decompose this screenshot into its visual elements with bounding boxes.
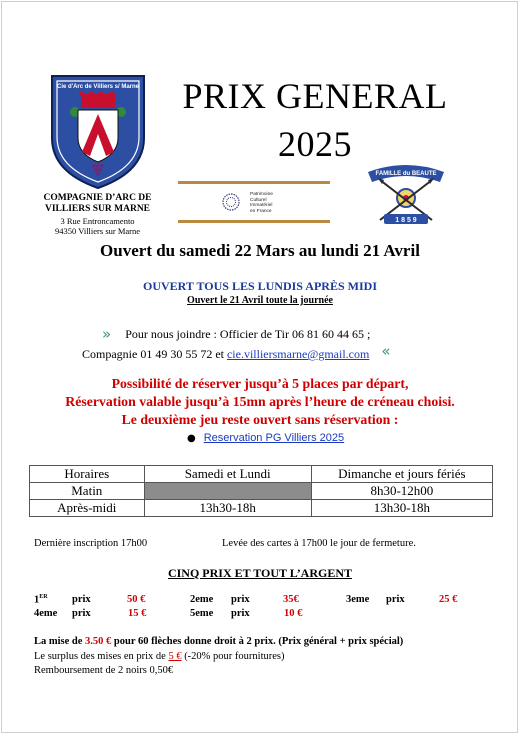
famille-year: 1 8 5 9 <box>395 217 417 224</box>
famille-beaute-logo <box>366 158 446 230</box>
club-crest-logo <box>48 72 148 190</box>
mise-line <box>34 636 403 647</box>
table-cell: Matin <box>30 483 145 500</box>
prize-word: prix <box>231 594 250 605</box>
contact-phone-text: Pour nous joindre : Officier de Tir 06 81 60 44 65 ; <box>125 327 371 341</box>
crest-text: Cie d'Arc de Villiers s/ Marne <box>56 84 140 90</box>
table-row <box>30 483 493 500</box>
table-cell: 13h30-18h <box>144 500 311 517</box>
prize-amount-value: 50 € <box>127 594 146 605</box>
prize-word: prix <box>386 594 405 605</box>
contact-company-text: Compagnie 01 49 30 55 72 et <box>82 347 227 361</box>
mise-amount: 3.50 € <box>85 636 112 647</box>
prize-rank: 3eme <box>346 594 370 605</box>
patrimoine-logo <box>178 181 330 223</box>
prize-amount-value: 15 € <box>128 608 147 619</box>
table-cell-greyed <box>144 483 311 500</box>
prize-rank: 5eme <box>190 608 214 619</box>
chevron-left-icon: « <box>381 342 391 360</box>
prize-word: prix <box>72 608 91 619</box>
email-link[interactable]: cie.villiersmarne@gmail.com <box>226 347 370 361</box>
prize-word: prix <box>72 594 91 605</box>
club-address-city: 94350 Villiers sur Marne <box>54 226 141 236</box>
club-name-line2: VILLIERS SUR MARNE <box>44 204 151 214</box>
mise-suffix: pour 60 flèches donne droit à 2 prix. (Prix général + prix spécial) <box>111 636 404 647</box>
prize-rank: 2eme <box>190 594 214 605</box>
club-address-street: 3 Rue Entroncamento <box>60 216 135 226</box>
pat-text-4: en France <box>250 208 272 214</box>
reservation-notice-3: Le deuxième jeu reste ouvert sans réservation : <box>121 412 399 427</box>
table-header: Samedi et Lundi <box>144 466 311 483</box>
table-row <box>30 500 493 517</box>
pat-text-1: Patrimoine <box>250 192 273 197</box>
prize-amount-value: 25 € <box>439 594 458 605</box>
logo-bar-bottom <box>178 220 330 223</box>
prize-rank-sup: ER <box>39 594 48 600</box>
prize-amount <box>284 608 302 619</box>
prize-rank: 4eme <box>34 608 58 619</box>
prize-amount-value: 10 € <box>284 608 303 619</box>
prizes-heading: CINQ PRIX ET TOUT L’ARGENT <box>167 566 353 580</box>
prize-item <box>34 594 48 606</box>
cards-pickup-text: Levée des cartes à 17h00 le jour de fermeture. <box>222 538 416 549</box>
prize-amount <box>283 594 299 605</box>
reservation-link[interactable]: Reservation PG Villiers 2025 <box>203 432 345 444</box>
table-header-row <box>30 466 493 483</box>
page-title: PRIX GENERAL <box>182 76 448 116</box>
last-entry-text: Dernière inscription 17h00 <box>34 538 148 549</box>
prize-amount-value: 35€ <box>283 594 299 605</box>
reservation-link-item <box>187 432 344 444</box>
club-name <box>30 193 165 215</box>
prize-rank: 1 <box>34 594 40 606</box>
surplus-amount: 5 € <box>168 651 182 662</box>
patrimoine-text <box>250 192 325 214</box>
patrimoine-icon <box>220 193 242 211</box>
table-cell: 8h30-12h00 <box>311 483 492 500</box>
surplus-line <box>34 651 285 662</box>
reservation-notice-1: Possibilité de réserver jusqu’à 5 places par départ, <box>111 376 409 391</box>
prize-amount <box>439 594 457 605</box>
page-title-year: 2025 <box>278 124 352 164</box>
mise-prefix: La mise de <box>34 636 86 647</box>
surplus-prefix: Le surplus des mises en prix de <box>34 651 169 662</box>
table-cell: 13h30-18h <box>311 500 492 517</box>
april21-notice: Ouvert le 21 Avril toute la journée <box>187 295 333 306</box>
pat-text-2: Culturel <box>250 197 267 203</box>
table-header: Dimanche et jours fériés <box>311 466 492 483</box>
prize-word: prix <box>231 608 250 619</box>
prize-amount <box>128 608 146 619</box>
surplus-suffix: (-20% pour fournitures) <box>181 651 285 662</box>
pat-text-3: Immatériel <box>250 203 273 208</box>
famille-banner-text: FAMILLE du BEAUTE <box>375 171 437 177</box>
prize-amount <box>127 594 145 605</box>
table-cell: Après-midi <box>30 500 145 517</box>
contact-line-1 <box>102 324 370 342</box>
bullet-icon: ● <box>187 433 196 444</box>
chevron-right-icon: » <box>102 325 112 343</box>
club-name-line1: COMPAGNIE D’ARC DE <box>43 193 152 203</box>
contact-line-2 <box>82 344 391 362</box>
table-header: Horaires <box>30 466 145 483</box>
opening-dates: Ouvert du samedi 22 Mars au lundi 21 Avril <box>100 241 420 260</box>
reservation-notice-2: Réservation valable jusqu’à 15mn après l’heure de créneau choisi. <box>65 394 455 409</box>
rembours-line: Remboursement de 2 noirs 0,50€ <box>34 665 174 676</box>
mondays-notice: OUVERT TOUS LES LUNDIS APRÈS MIDI <box>143 279 377 293</box>
logo-bar-top <box>178 181 330 184</box>
schedule-table <box>29 465 493 517</box>
